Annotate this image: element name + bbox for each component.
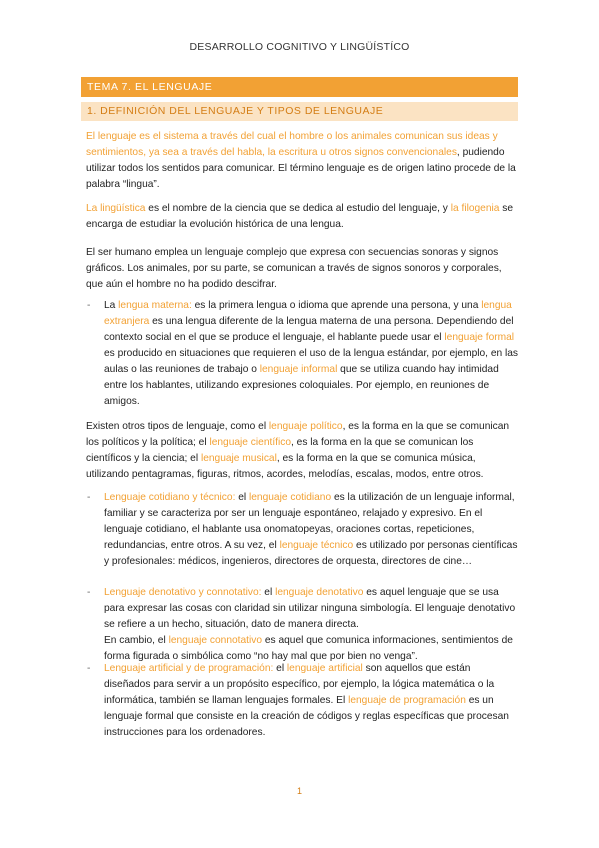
list-bullet: -: [87, 663, 91, 674]
list-text: el: [235, 492, 249, 503]
paragraph-human-language: El ser humano emplea un lenguaje complejo que expresa con secuencias sonoras y signos gráficos. Los animales, por su parte, se comunican a través de signos sonoros y corporales, que aún el hombre no ha podido descifrar.: [86, 247, 502, 290]
list-item-artificial-programacion: [87, 661, 518, 741]
paragraph-text: , es la forma en la que se comunican los políticos y la política; el: [86, 421, 510, 448]
list-text: es aquel que comunica informaciones, sentimientos de forma figurada o simbólica como “no hay mal que por bien no venga”.: [104, 635, 513, 662]
highlight-text: La lingüística: [86, 203, 146, 214]
paragraph-text: , pudiendo utilizar todos los sentidos para comunicar. El término lenguaje es de origen latino procede de la palabra “lingua”.: [86, 147, 516, 190]
list-text: el: [261, 587, 276, 598]
paragraph-text: es el nombre de la ciencia que se dedica al estudio del lenguaje, y: [145, 203, 451, 214]
list-text: el: [273, 663, 287, 674]
list-text: En cambio, el: [104, 635, 169, 646]
list-text: que se utiliza cuando hay intimidad entre los hablantes, utilizando expresiones coloquiales. Por ejemplo, en reuniones de amigos.: [104, 364, 499, 407]
list-text: es la primera lengua o idioma que aprende una persona, y una: [191, 300, 482, 311]
highlight-text: Lenguaje artificial y de programación:: [104, 663, 274, 674]
highlight-text: Lenguaje denotativo y connotativo:: [104, 587, 262, 598]
list-item-lengua-materna: [87, 298, 519, 410]
paragraph-text: , es la forma en la que se comunica música, utilizando pentagramas, figuras, ritmos, acordes, melodías, escalas, modos, entre otros.: [86, 453, 484, 480]
list-text: es aquel lenguaje que se usa para expresar las cosas con claridad sin utilizar ninguna simbología. El lenguaje denotativo se refiere a un hecho, situación, dato de manera directa.: [104, 587, 516, 630]
list-bullet: -: [87, 492, 91, 503]
section-heading: 1. DEFINICIÓN DEL LENGUAJE Y TIPOS DE LENGUAJE: [81, 102, 518, 121]
highlight-text: lenguaje formal: [444, 332, 515, 343]
highlight-text: lenguaje connotativo: [168, 635, 263, 646]
highlight-text: El lenguaje es el sistema a través del cual el hombre o los animales comunican sus ideas y sentimientos, ya sea a través del habla, la escritura u otros signos convencionales: [86, 131, 498, 158]
page-number: 1: [296, 786, 302, 796]
highlight-text: lenguaje artificial: [286, 663, 363, 674]
topic-banner: TEMA 7. EL LENGUAJE: [81, 77, 518, 97]
list-text: es una lengua diferente de la lengua materna de una persona. Dependiendo del contexto social en el que se produce el lenguaje, el hablante puede usar el: [104, 316, 514, 343]
list-bullet: -: [87, 587, 91, 598]
highlight-text: lenguaje informal: [259, 364, 338, 375]
highlight-text: lengua materna:: [118, 300, 192, 311]
highlight-text: lenguaje de programación: [348, 695, 466, 706]
document-header: DESARROLLO COGNITIVO Y LINGÜÍSTÍCO: [189, 41, 410, 53]
list-text: es la utilización de un lenguaje informal, familiar y se caracteriza por ser un lenguaje espontáneo, relajado y expresivo. En el lenguaje cotidiano, el hablante usa onomatopeyas, oraciones cortas, repeticiones, redundancias, entre otros. A su vez, el: [104, 492, 515, 551]
paragraph-other-types: [86, 419, 518, 483]
list-text: son aquellos que están diseñados para servir a un propósito específico, por ejemplo, la lógica matemática o la informática, también se llaman lenguajes formales. El: [104, 663, 495, 706]
list-bullet: -: [87, 300, 91, 311]
list-text: es utilizado por personas científicas y profesionales: médicos, ingenieros, directores de orquesta, directores de cine…: [104, 540, 518, 567]
paragraph-text: se encarga de estudiar la evolución histórica de una lengua.: [86, 203, 514, 230]
list-item-cotidiano-tecnico: [87, 490, 518, 570]
list-text: es un lenguaje formal que consiste en la creación de códigos y reglas específicas que procesan instrucciones para los ordenadores.: [104, 695, 509, 738]
highlight-text: la filogenia: [450, 203, 500, 214]
highlight-text: lenguaje científico: [209, 437, 292, 448]
paragraph-definition: [86, 129, 518, 193]
list-item-denotativo-connotativo: [87, 585, 518, 665]
highlight-text: lenguaje denotativo: [275, 587, 364, 598]
list-text: La: [104, 300, 119, 311]
highlight-text: lenguaje cotidiano: [249, 492, 332, 503]
paragraph-text: , es la forma en la que se comunican los científicos y la ciencia; el: [86, 437, 474, 464]
paragraph-linguistics: [86, 201, 518, 233]
highlight-text: Lenguaje cotidiano y técnico:: [104, 492, 236, 503]
highlight-text: lenguaje técnico: [279, 540, 354, 551]
paragraph-text: Existen otros tipos de lenguaje, como el: [86, 421, 269, 432]
list-text: es producido en situaciones que requieren el uso de la lengua estándar, por ejemplo, en las aulas o las reuniones de trabajo o: [104, 348, 519, 375]
highlight-text: lenguaje musical: [200, 453, 277, 464]
highlight-text: lengua extranjera: [104, 300, 512, 327]
highlight-text: lenguaje político: [268, 421, 343, 432]
